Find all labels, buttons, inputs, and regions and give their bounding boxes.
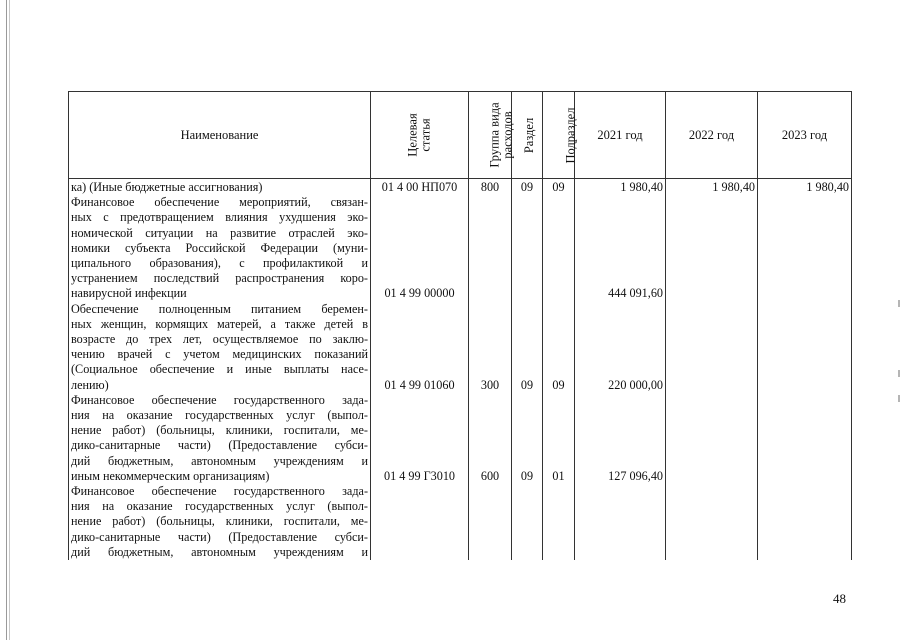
row-target-article: 01 4 99 Г3010 [371,393,469,484]
row-section [512,484,543,560]
row-subsection [543,195,575,301]
table-header-row [69,92,852,179]
row-amount-2021: 127 096,40 [575,393,666,484]
scan-mark [898,300,900,307]
row-amount-2022 [666,195,758,301]
row-subsection: 01 [543,393,575,484]
row-section: 09 [512,179,543,196]
row-name-line: иным некоммерческим организациям) [71,468,270,483]
budget-table [68,91,852,560]
row-name-line: ципального образования), с профилактикой и [71,256,368,271]
row-name-line: (Социальное обеспечение и иные выплаты насе- [71,362,368,377]
row-subsection: 09 [543,179,575,196]
row-amount-2021: 1 980,40 [575,179,666,196]
row-amount-2023 [758,484,852,560]
row-amount-2021: 220 000,00 [575,302,666,393]
table-row [69,195,852,301]
row-expense-group [469,484,512,560]
row-name-line: ных с предотвращением влияния ухудшения эко- [71,210,368,225]
header-expense-group: Группа вида расходов [469,92,512,179]
row-name-line: чению врачей с учетом медицинских показаний [71,347,368,362]
page-number: 48 [833,591,846,606]
header-2021: 2021 год [575,92,666,179]
row-name-line: возрасте до трех лет, осуществляемое по заклю- [71,332,368,347]
table-row [69,302,852,393]
row-amount-2022: 1 980,40 [666,179,758,196]
row-amount-2022 [666,302,758,393]
scan-mark [898,395,900,402]
row-amount-2021: 444 091,60 [575,195,666,301]
row-expense-group: 800 [469,179,512,196]
row-name-line: номики субъекта Российской Федерации (муни- [71,240,368,255]
header-name: Наименование [69,92,371,179]
row-name [69,179,371,196]
row-name-line: навирусной инфекции [71,286,187,301]
header-2022: 2022 год [666,92,758,179]
row-expense-group [469,195,512,301]
row-section: 09 [512,302,543,393]
row-name [69,302,371,393]
table-body [69,179,852,561]
table-row [69,393,852,484]
row-subsection [543,484,575,560]
row-target-article [371,484,469,560]
row-name-line: ка) (Иные бюджетные ассигнования) [71,180,263,194]
table-row [69,484,852,560]
header-target-article: Целевая статья [371,92,469,179]
scan-mark [898,370,900,377]
scan-edge-line [6,0,7,640]
header-2023: 2023 год [758,92,852,179]
row-target-article: 01 4 99 01060 [371,302,469,393]
row-name [69,393,371,484]
scan-edge-line-inner [9,0,10,640]
header-subsection: Подраздел [543,92,575,179]
row-name-line: нение работ) (больницы, клиники, госпитали, ме- [71,514,368,529]
row-name-line: ния на оказание государственных услуг (выпол- [71,408,368,423]
row-name-line: лению) [71,377,109,392]
row-name-line: номической ситуации на развитие отраслей эко- [71,225,368,240]
row-amount-2022 [666,484,758,560]
row-name-line: Обеспечение полноценным питанием беремен- [71,301,368,316]
header-section: Раздел [512,92,543,179]
row-name-line: дико-санитарные части) (Предоставление субси- [71,438,368,453]
row-section: 09 [512,393,543,484]
row-expense-group: 300 [469,302,512,393]
row-amount-2022 [666,393,758,484]
row-name-line: нение работ) (больницы, клиники, госпитали, ме- [71,423,368,438]
row-expense-group: 600 [469,393,512,484]
table-row [69,179,852,196]
row-amount-2023 [758,302,852,393]
row-amount-2023: 1 980,40 [758,179,852,196]
row-target-article: 01 4 99 00000 [371,195,469,301]
row-name-line: Финансовое обеспечение государственного зада- [71,392,368,407]
row-name-line: дий бюджетным, автономным учреждениям и [71,544,368,559]
row-name [69,484,371,560]
row-subsection: 09 [543,302,575,393]
row-amount-2023 [758,195,852,301]
row-amount-2021 [575,484,666,560]
row-name-line: устранением последствий распространения коро- [71,271,368,286]
row-name-line: ния на оказание государственных услуг (выпол- [71,499,368,514]
row-name-line: ных женщин, кормящих матерей, а также детей в [71,316,368,331]
row-amount-2023 [758,393,852,484]
row-name [69,195,371,301]
row-name-line: Финансовое обеспечение государственного зада- [71,484,368,499]
row-target-article: 01 4 00 НП070 [371,179,469,196]
row-name-line: дий бюджетным, автономным учреждениям и [71,453,368,468]
row-name-line: дико-санитарные части) (Предоставление субси- [71,529,368,544]
row-name-line: Финансовое обеспечение мероприятий, связан- [71,195,368,210]
row-section [512,195,543,301]
